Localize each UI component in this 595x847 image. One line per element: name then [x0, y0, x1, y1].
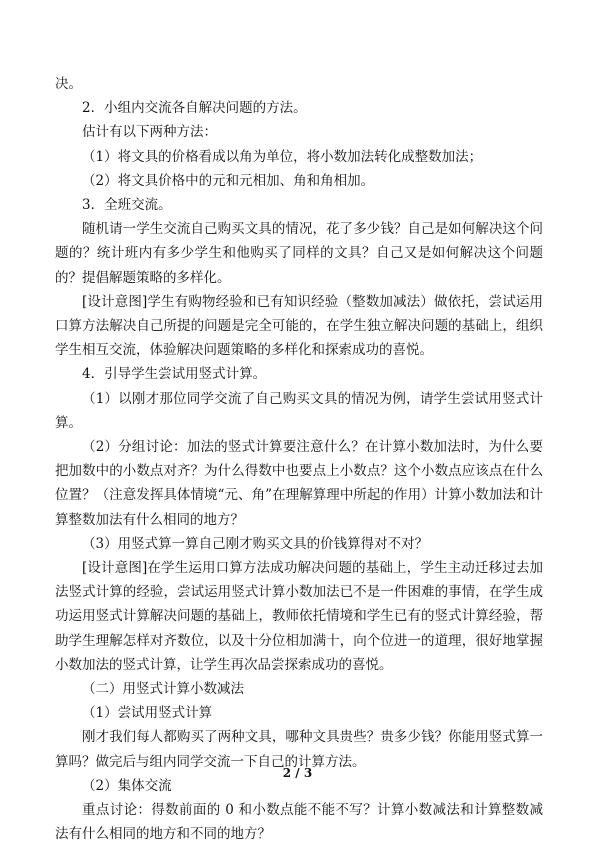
- paragraph: （2）分组讨论：加法的竖式计算要注意什么？在计算小数加法时，为什么要把加数中的小数点对齐？为什么得数中也要点上小数点？这个小数点应该点在什么位置？（注意发挥具体情境“元、角”在理解算理中所起的作用）计算小数加法和计算整数加法有什么相同的地方？: [55, 439, 543, 528]
- page-number: 2 / 3: [282, 766, 313, 780]
- paragraph: （二）用竖式计算小数减法: [82, 681, 244, 698]
- paragraph: 2．小组内交流各自解决问题的方法。: [82, 100, 307, 117]
- document-body: [55, 72, 543, 847]
- paragraph: （1）将文具的价格看成以角为单位，将小数加法转化成整数加法；: [82, 148, 483, 165]
- paragraph: （1）以刚才那位同学交流了自己购买文具的情况为例，请学生尝试用竖式计算。: [55, 390, 543, 431]
- paragraph: 3．全班交流。: [82, 197, 172, 214]
- paragraph: 随机请一学生交流自己购买文具的情况，花了多少钱？自己是如何解决这个问题的？统计班内有多少学生和他购买了同样的文具？自己又是如何解决这个问题的？提倡解题策略的多样化。: [55, 221, 543, 286]
- paragraph: 刚才我们每人都购买了两种文具，哪种文具贵些？贵多少钱？你能用竖式算一算吗？做完后与组内同学交流一下自己的计算方法。: [55, 729, 543, 770]
- paragraph: （3）用竖式算一算自己刚才购买文具的价钱算得对不对？: [82, 535, 429, 552]
- paragraph: （2）集体交流: [82, 777, 172, 794]
- paragraph: [设计意图]学生有购物经验和已有知识经验（整数加减法）做依托，尝试运用口算方法解决自己所提的问题是完全可能的，在学生独立解决问题的基础上，组织学生相互交流，体验解决问题策略的多样化和探索成功的喜悦。: [55, 293, 543, 359]
- paragraph: （1）尝试用竖式计算: [82, 705, 213, 722]
- paragraph: （2）将文具价格中的元和元相加、角和角相加。: [82, 172, 375, 189]
- paragraph: 重点讨论：得数前面的 0 和小数点能不能不写？计算小数减法和计算整数减法有什么相同的地方和不同的地方？: [55, 802, 543, 843]
- paragraph: 决。: [55, 76, 82, 92]
- paragraph: 估计有以下两种方法：: [82, 124, 217, 141]
- paragraph: 4．引导学生尝试用竖式计算。: [82, 366, 267, 383]
- paragraph: [设计意图]在学生运用口算方法成功解决问题的基础上，学生主动迁移过去加法竖式计算的经验，尝试运用竖式计算小数加法已不是一件困难的事情，在学生成功运用竖式计算解决问题的基础上，教师依托情境和学生已有的竖式计算经验，帮助学生理解怎样对齐数位，以及十分位相加满十，向个位进一的道理，很好地掌握小数加法的竖式计算，让学生再次品尝探索成功的喜悦。: [55, 560, 543, 673]
